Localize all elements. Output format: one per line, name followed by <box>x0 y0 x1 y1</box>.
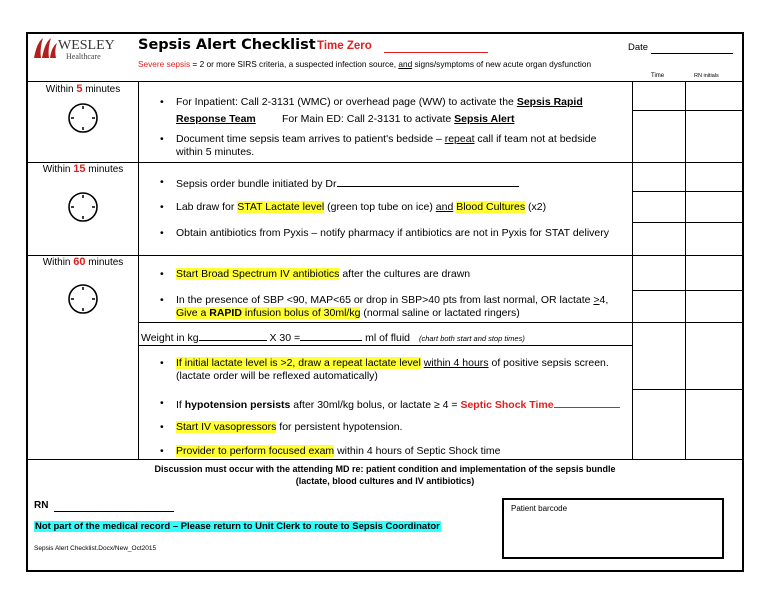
within-prefix: Within <box>42 164 74 175</box>
text: In the presence of SBP <90, MAP<65 or drop in SBP>40 pts from last normal, OR lactate <box>176 294 594 306</box>
bullet-icon: • <box>160 445 164 457</box>
time-column-right <box>685 81 686 459</box>
text: If <box>176 399 185 411</box>
s60-item2-line2 <box>176 307 520 320</box>
focused-exam-text: Provider to perform focused exam <box>176 445 335 457</box>
within-4-hours-text: within 4 hours <box>423 357 489 369</box>
patient-barcode-label: Patient barcode <box>511 504 568 513</box>
cell-row-line <box>632 222 743 223</box>
s60-item2-line1 <box>176 294 608 307</box>
cell-row-line <box>632 389 743 390</box>
column-header-time: Time <box>651 73 665 79</box>
bullet-icon: • <box>160 357 164 369</box>
fluid-volume-field[interactable] <box>300 330 362 341</box>
text: (normal saline or lactated ringers) <box>360 307 520 319</box>
logo-name: WESLEY <box>58 38 115 53</box>
patient-barcode-box <box>502 498 724 559</box>
text: 4, <box>599 294 609 306</box>
s5-item2 <box>176 133 597 146</box>
bullet-icon: • <box>160 227 164 239</box>
s60-item1 <box>176 268 470 281</box>
within-number: 15 <box>73 163 86 175</box>
header-divider <box>27 81 743 82</box>
severe-sepsis-term: Severe sepsis <box>138 59 191 69</box>
discussion-line-1: Discussion must occur with the attending MD re: patient condition and implementation of the sepsis bundle <box>154 464 616 474</box>
s60-item4 <box>176 397 620 412</box>
within-15-label <box>30 163 136 175</box>
vasopressors-text: Start IV vasopressors <box>176 421 277 433</box>
weight-row-bottom <box>138 345 632 346</box>
within-suffix: minutes <box>85 257 124 268</box>
text: Lab draw for <box>176 201 238 213</box>
sepsis-rapid-text: Sepsis Rapid <box>516 96 583 108</box>
within-prefix: Within <box>45 84 77 95</box>
within-prefix: Within <box>42 257 74 268</box>
text: of positive sepsis screen. <box>488 357 609 369</box>
s60-item6 <box>176 445 501 458</box>
time-column-left <box>632 81 633 459</box>
sepsis-alert-text: Sepsis Alert <box>454 113 515 125</box>
bullet-icon: • <box>160 294 164 306</box>
text: for persistent hypotension. <box>276 421 403 433</box>
text: call if team not at bedside <box>474 133 597 145</box>
bullet-icon: • <box>160 421 164 433</box>
bullet-icon: • <box>160 397 164 409</box>
bullet-icon: • <box>160 201 164 213</box>
text: Document time sepsis team arrives to patient's bedside – <box>176 133 445 145</box>
wesley-logo <box>32 36 124 62</box>
broad-spectrum-text: Start Broad Spectrum IV antibiotics <box>176 268 340 280</box>
septic-shock-time-field[interactable] <box>554 397 620 408</box>
within-suffix: minutes <box>82 84 121 95</box>
clock-icon <box>67 283 99 315</box>
stat-lactate-text: STAT Lactate level <box>237 201 325 213</box>
s15-item3: Obtain antibiotics from Pyxis – notify pharmacy if antibiotics are not in Pyxis for STAT delivery <box>176 227 610 239</box>
s15-item2 <box>176 201 546 214</box>
text: For Inpatient: Call 2-3131 (WMC) or overhead page (WW) to activate the <box>176 96 517 108</box>
repeat-text: repeat <box>444 133 475 145</box>
within-suffix: minutes <box>85 164 124 175</box>
text: (x2) <box>525 201 547 213</box>
severe-def-text-1: = 2 or more SIRS criteria, a suspected infection source, <box>190 59 399 69</box>
text: Sepsis order bundle initiated by Dr <box>176 178 337 190</box>
within-number: 60 <box>73 256 86 268</box>
text: Give a <box>176 307 210 319</box>
s5-item1-ed <box>282 113 514 126</box>
text: infusion bolus of 30ml/kg <box>241 307 361 319</box>
rapid-bolus-highlight <box>176 307 360 319</box>
weight-field[interactable] <box>199 330 267 341</box>
bullet-icon: • <box>160 268 164 280</box>
within-5-label <box>30 83 136 95</box>
cell-row-line <box>632 290 743 291</box>
page-title: Sepsis Alert Checklist <box>138 37 316 53</box>
text: (green top tube on ice) <box>324 201 436 213</box>
multiplier-text: X 30 = <box>269 332 301 344</box>
within-60-label <box>30 256 136 268</box>
footer-divider <box>27 459 743 460</box>
text: after 30ml/kg bolus, or lactate ≥ 4 = <box>290 399 461 411</box>
text: within 4 hours of Septic Shock time <box>334 445 501 457</box>
cell-row-line <box>632 110 743 111</box>
bullet-icon: • <box>160 176 164 188</box>
s5-item1-line2 <box>176 113 256 126</box>
repeat-lactate-text: If initial lactate level is >2, draw a repeat lactate level <box>176 357 421 369</box>
time-zero-label: Time Zero <box>317 40 372 52</box>
date-label: Date <box>628 42 649 53</box>
and-text: and <box>435 201 454 213</box>
s60-item5 <box>176 421 402 434</box>
column-header-rn-initials: RN initials <box>694 73 719 79</box>
rapid-text: RAPID <box>209 307 242 319</box>
dr-name-field[interactable] <box>337 176 519 187</box>
logo-sub: Healthcare <box>66 52 101 61</box>
chart-note: (chart both start and stop times) <box>418 334 525 343</box>
severe-def-text-2: signs/symptoms of new acute organ dysfunction <box>412 59 592 69</box>
left-column-divider <box>138 81 139 459</box>
fluid-label: ml of fluid <box>365 332 411 344</box>
hypotension-text: hypotension persists <box>184 399 291 411</box>
not-medical-record-notice: Not part of the medical record – Please return to Unit Clerk to route to Sepsis Coordinator <box>35 521 440 532</box>
severe-sepsis-definition <box>138 59 591 69</box>
s60-item3 <box>176 357 609 370</box>
s60-item3-line2: (lactate order will be reflexed automatically) <box>176 370 378 382</box>
document-id: Sepsis Alert Checklist.Docx/New_Oct2015 <box>34 545 157 552</box>
gte-text: > <box>593 294 600 306</box>
weight-row <box>141 330 525 345</box>
weight-row-top <box>138 322 743 323</box>
clock-icon <box>67 102 99 134</box>
s5-item1-line1 <box>176 96 583 109</box>
rn-signature-field[interactable] <box>54 511 174 512</box>
severe-def-and: and <box>398 59 413 69</box>
clock-icon <box>67 191 99 223</box>
bullet-icon: • <box>160 133 164 145</box>
cell-row-line <box>632 191 743 192</box>
s15-item1 <box>176 176 519 191</box>
weight-label: Weight in kg <box>141 332 199 344</box>
discussion-line-2: (lactate, blood cultures and IV antibiotics) <box>295 476 475 486</box>
bullet-icon: • <box>160 96 164 108</box>
within-number: 5 <box>76 83 83 95</box>
rn-label: RN <box>34 500 49 511</box>
time-zero-field[interactable] <box>384 52 488 53</box>
blood-cultures-text: Blood Cultures <box>456 201 526 213</box>
date-field[interactable] <box>651 53 733 54</box>
response-team-text: Response Team <box>176 113 256 125</box>
text: For Main ED: Call 2-3131 to activate <box>282 113 455 125</box>
s5-item2-line2: within 5 minutes. <box>176 146 255 158</box>
septic-shock-time-label: Septic Shock Time <box>460 399 554 411</box>
wesley-logo-icon <box>32 36 58 60</box>
text: after the cultures are drawn <box>339 268 471 280</box>
